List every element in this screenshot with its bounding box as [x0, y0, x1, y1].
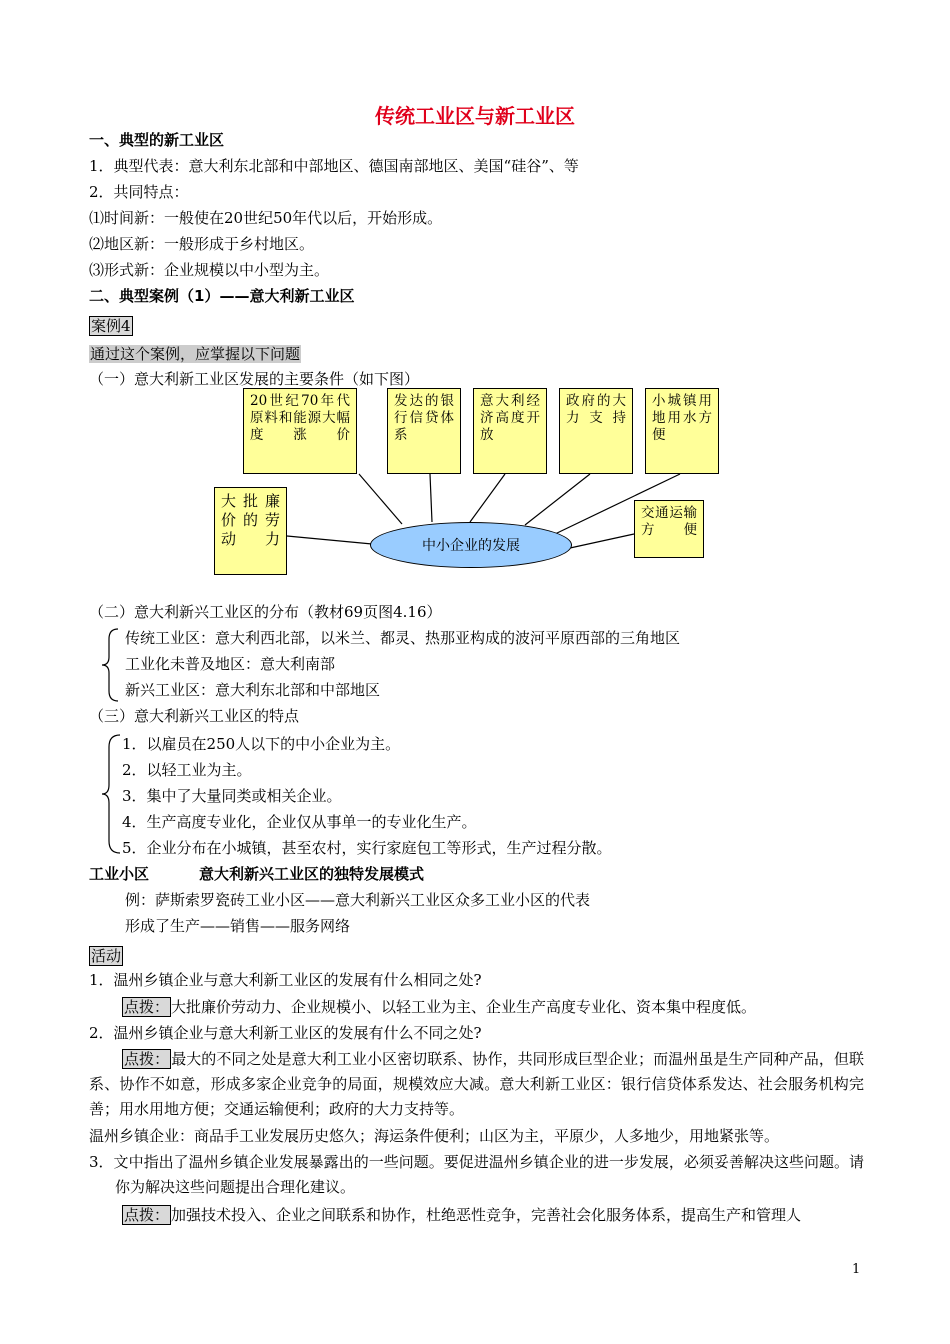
diagram-center-ellipse	[370, 522, 572, 568]
answer-2-wenzhou: 温州乡镇企业：商品手工业发展历史悠久；海运条件便利；山区为主，平原少，人多地少，用地紧张等。	[89, 1127, 780, 1145]
s1-line-3: ⑴时间新：一般使在20世纪50年代以后，开始形成。	[89, 209, 443, 227]
feature-4: 4．生产高度专业化，企业仅从事单一的专业化生产。	[122, 813, 477, 831]
industrial-zone-model: 意大利新兴工业区的独特发展模式	[199, 865, 425, 883]
feature-5: 5．企业分布在小城镇，甚至农村，实行家庭包工等形式，生产过程分散。	[122, 839, 612, 857]
distribution-south: 工业化未普及地区：意大利南部	[125, 655, 336, 673]
answer-1: 大批廉价劳动力、企业规模小、以轻工业为主、企业生产高度专业化、资本集中程度低。	[171, 998, 757, 1016]
subheading-conditions: （一）意大利新工业区发展的主要条件（如下图）	[89, 370, 420, 388]
case-label: 案例4	[91, 317, 131, 335]
grasp-line: 通过这个案例，应掌握以下问题	[90, 345, 301, 363]
hint-label-2: 点拨：	[124, 1050, 170, 1068]
page-number: 1	[852, 1262, 861, 1277]
answer-3: 加强技术投入、企业之间联系和协作，杜绝恶性竞争，完善社会化服务体系，提高生产和管理人	[171, 1206, 802, 1224]
distribution-new: 新兴工业区：意大利东北部和中部地区	[125, 681, 381, 699]
subheading-distribution: （二）意大利新兴工业区的分布（教材69页图4.16）	[89, 603, 442, 621]
s1-line-2: 2．共同特点：	[89, 183, 189, 201]
features-brace	[100, 733, 122, 857]
network-line: 形成了生产——销售——服务网络	[125, 917, 351, 935]
s1-line-5: ⑶形式新：企业规模以中小型为主。	[89, 261, 330, 279]
condition-box-openness: 意大利经济高度开放	[473, 388, 547, 474]
condition-box-raw-materials: 20世纪70年代原料和能源大幅度涨价	[243, 388, 357, 474]
condition-box-government: 政府的大力支持	[559, 388, 633, 474]
question-2: 2．温州乡镇企业与意大利新工业区的发展有什么不同之处?	[89, 1024, 482, 1042]
question-1: 1．温州乡镇企业与意大利新工业区的发展有什么相同之处?	[89, 971, 482, 989]
s1-line-4: ⑵地区新：一般形成于乡村地区。	[89, 235, 315, 253]
feature-3: 3．集中了大量同类或相关企业。	[122, 787, 342, 805]
feature-1: 1．以雇员在250人以下的中小企业为主。	[122, 735, 401, 753]
question-3: 3．文中指出了温州乡镇企业发展暴露出的一些问题。要促进温州乡镇企业的进一步发展，必须妥善解决这些问题。请你为解决这些问题提出合理化建议。	[89, 1153, 864, 1196]
feature-2: 2．以轻工业为主。	[122, 761, 252, 779]
industrial-zone-label: 工业小区	[89, 865, 150, 883]
section-1-heading: 一、典型的新工业区	[89, 131, 225, 149]
example-line: 例：萨斯索罗瓷砖工业小区——意大利新兴工业区众多工业小区的代表	[125, 891, 591, 909]
hint-label-3: 点拨：	[124, 1206, 170, 1224]
subheading-features: （三）意大利新兴工业区的特点	[89, 707, 300, 725]
diagram-center-label: 中小企业的发展	[422, 538, 520, 554]
activity-label: 活动	[91, 947, 122, 965]
document-title: 传统工业区与新工业区	[375, 104, 575, 128]
answer-2: 最大的不同之处是意大利工业小区密切联系、协作，共同形成巨型企业；而温州虽是生产同种产品，但联系、协作不如意，形成多家企业竞争的局面，规模效应大减。意大利新工业区：银行信贷体系发达、社会服务机构完善；用水用地方便；交通运输便利；政府的大力支持等。	[89, 1050, 864, 1118]
section-2-heading: 二、典型案例（1）——意大利新工业区	[89, 287, 355, 305]
condition-box-banking: 发达的银行信贷体系	[387, 388, 461, 474]
hint-label-1: 点拨：	[124, 998, 170, 1016]
distribution-brace	[100, 627, 122, 703]
s1-line-1: 1．典型代表：意大利东北部和中部地区、德国南部地区、美国“硅谷”、等	[89, 157, 579, 175]
distribution-traditional: 传统工业区：意大利西北部，以米兰、都灵、热那亚构成的波河平原西部的三角地区	[125, 629, 681, 647]
condition-box-labor: 大批廉价的劳动力	[214, 487, 287, 575]
condition-box-transport: 交通运输方便	[634, 500, 704, 558]
condition-box-land-water: 小城镇用地用水方便	[645, 388, 719, 474]
